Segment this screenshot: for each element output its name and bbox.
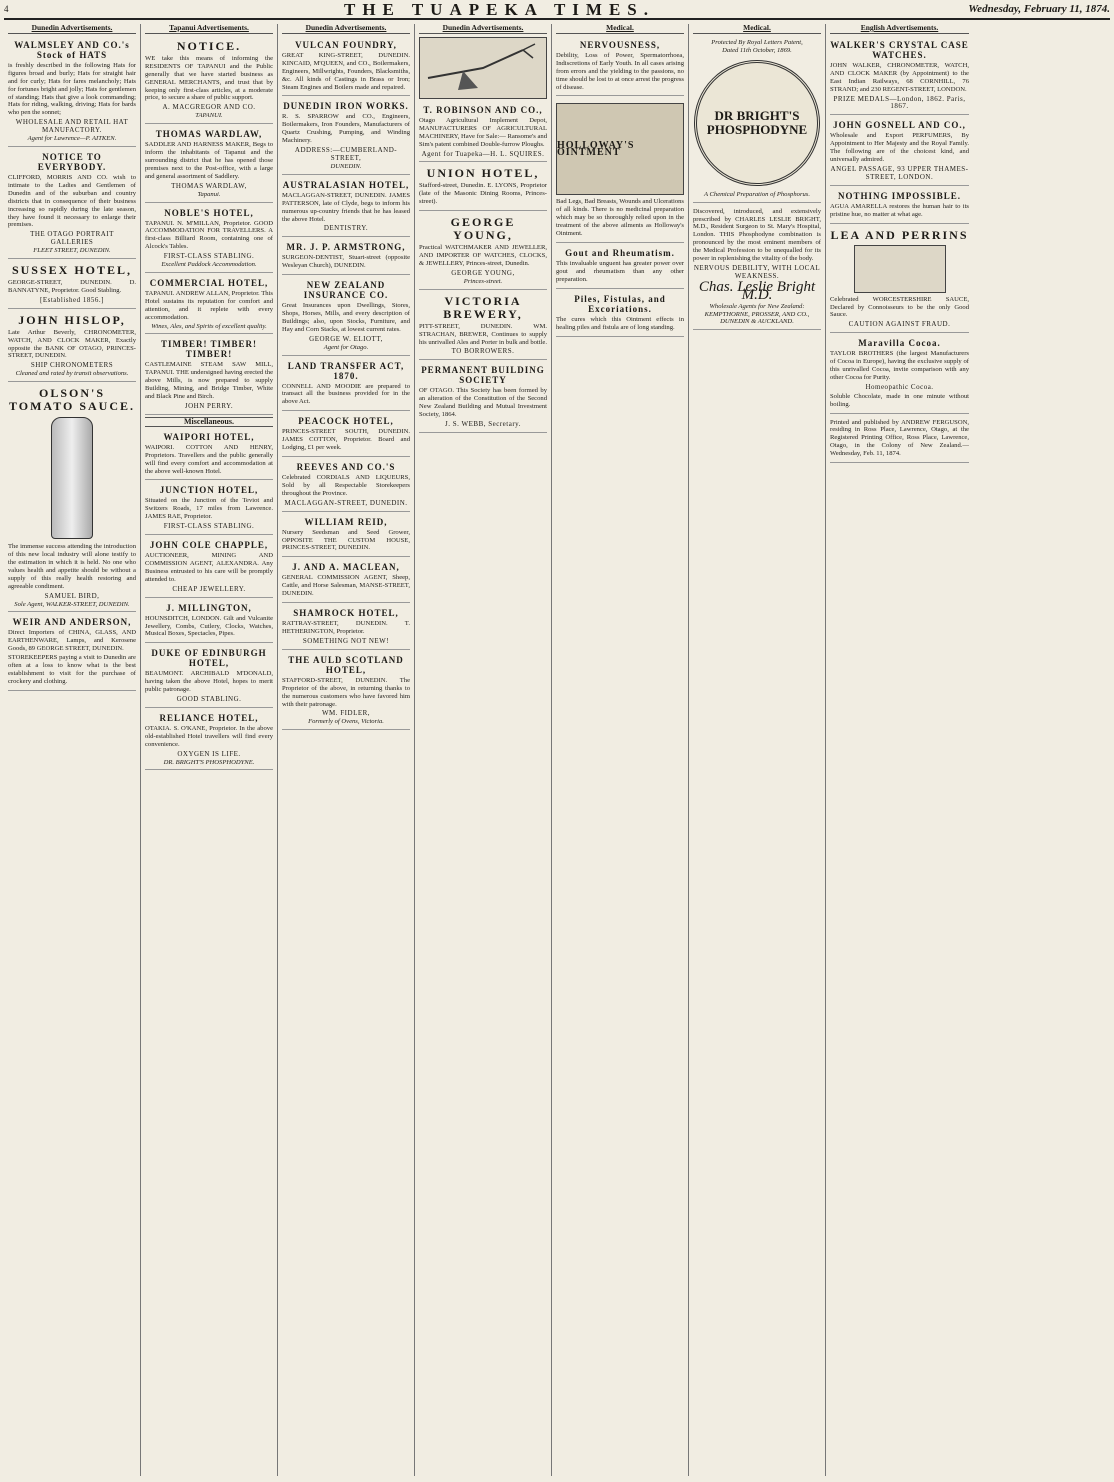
ad-olson-tomato-sauce <box>8 384 136 612</box>
ad-thomas-wardlaw <box>145 126 273 202</box>
ad-extra: Formerly of Ovens, Victoria. <box>308 718 384 726</box>
ad-title: LEA AND PERRINS <box>830 227 969 242</box>
column-dunedin-1 <box>4 24 141 1476</box>
ad-reeves-cordials <box>282 459 410 512</box>
ad-body: JOHN WALKER, CHRONOMETER, WATCH, AND CLOCK MAKER (by Appointment) to the East Indian Railways, 68 CORNHILL, 76 STRAND; and 230 REGENT-STREET, LONDON. <box>830 61 969 93</box>
ad-body: Dated 11th October, 1869. <box>722 46 792 54</box>
ad-title: WILLIAM REID, <box>304 516 388 527</box>
ad-notice-everybody <box>8 149 136 259</box>
ad-walker-watches <box>830 37 969 115</box>
ad-title: GEORGE YOUNG, <box>450 215 516 243</box>
ad-title: NEW ZEALAND INSURANCE CO. <box>303 280 389 301</box>
column-heading: Dunedin Advertisements. <box>282 24 410 34</box>
ad-body: STAFFORD-STREET, DUNEDIN. The Proprietor of the above, in returning thanks to the numerous customers who have favored him with their patronage. <box>282 676 410 708</box>
ad-piles-fistulas <box>556 291 684 337</box>
ad-john-cole-chapple <box>145 537 273 598</box>
ad-extra: Soluble Chocolate, made in one minute without boiling. <box>830 392 969 408</box>
ad-nothing-impossible <box>830 188 969 224</box>
ad-notice-macgregor <box>145 37 273 124</box>
ad-body: Nursery Seedsman and Seed Grower, OPPOSITE THE CUSTOM HOUSE, PRINCES-STREET, DUNEDIN. <box>282 528 410 552</box>
ad-extra: Cleaned and rated by transit observations. <box>15 370 129 378</box>
ad-title: WALMSLEY AND CO.'s Stock of HATS <box>14 39 130 60</box>
issue-date: Wednesday, February 11, 1874. <box>968 3 1110 15</box>
ad-dunedin-iron-works <box>282 98 410 174</box>
ad-title: PEACOCK HOTEL, <box>298 416 394 427</box>
ad-title: REEVES AND CO.'S <box>296 462 396 472</box>
ad-body: Situated on the Junction of the Teviot and Switzers Roads, 17 miles from Lawrence. JAMES RAE, Proprietor. <box>145 497 273 521</box>
ad-body: This invaluable unguent has greater power over gout and rheumatism than any other preparation. <box>556 259 684 283</box>
ad-signature: GOOD STABLING. <box>176 695 242 704</box>
ad-title: PERMANENT BUILDING SOCIETY <box>421 365 545 386</box>
ad-george-young <box>419 213 547 290</box>
ad-title: SHAMROCK HOTEL, <box>293 608 399 619</box>
section-heading-miscellaneous: Miscellaneous. <box>145 417 273 427</box>
ad-title: WAIPORI HOTEL, <box>163 431 255 442</box>
ad-land-transfer <box>282 358 410 412</box>
ad-gout-rheumatism <box>556 245 684 289</box>
ad-building-society <box>419 362 547 433</box>
ad-body: SADDLER AND HARNESS MAKER, Begs to inform the inhabitants of Tapanui and the surrounding district that he has opened those premises next to the Post-office, with a large and general assortment of Saddlery. <box>145 141 273 180</box>
ad-signature: J. S. WEBB, Secretary. <box>445 419 521 428</box>
ad-australasian-hotel <box>282 177 410 238</box>
column-medical-2 <box>689 24 826 1476</box>
ad-extra: A Chemical Preparation of Phosphorus. <box>703 190 811 198</box>
ad-duke-edinburgh-hotel <box>145 645 273 708</box>
column-heading: Medical. <box>556 24 684 34</box>
ad-title: JOHN HISLOP, <box>18 312 126 327</box>
column-english <box>826 24 973 1476</box>
ad-extra: Princes-street. <box>463 277 503 285</box>
ad-title: THE AULD SCOTLAND HOTEL, <box>288 654 404 675</box>
page-columns <box>4 24 1110 1476</box>
ad-body: SURGEON-DENTIST, Stuart-street (opposite Wesleyan Church), DUNEDIN. <box>282 254 410 270</box>
ad-body: Otago Agricultural Implement Depot, MANUFACTURERS OF AGRICULTURAL MACHINERY, Have for Sale:— Ransome's and Sim's patent combined Double-furrow Ploughs. <box>419 116 547 148</box>
ad-body: WAIPORI. COTTON AND HENRY, Proprietors. Travellers and the public generally will find every comfort and accommodation at the above well-known Hotel. <box>145 443 273 475</box>
ad-signature: GEORGE YOUNG, <box>451 268 515 277</box>
ad-weir-anderson <box>8 614 136 690</box>
ad-signature: SOMETHING NOT NEW! <box>302 636 390 645</box>
ad-title: VULCAN FOUNDRY, <box>295 39 397 50</box>
ad-body: GEORGE-STREET, DUNEDIN. D. BANNATYNE, Proprietor. Good Stabling. <box>8 279 136 294</box>
sauce-label-illustration <box>854 245 946 293</box>
ad-body: Celebrated WORCESTERSHIRE SAUCE, Declared by Connoisseurs to be the only Good Sauce. <box>830 295 969 319</box>
ad-body: Celebrated CORDIALS AND LIQUEURS, Sold by all Respectable Storekeepers throughout the Province. <box>282 474 410 497</box>
ad-timber <box>145 336 273 414</box>
ad-signature: Homeopathic Cocoa. <box>865 382 934 391</box>
ad-body: Debility, Loss of Power, Spermatorrhoea, Indiscretions of Early Youth. In all cases arising from errors and the yielding to the passions, no time should be lost to at once arrest the progress of disease. <box>556 51 684 91</box>
newspaper-title: THE TUAPEKA TIMES. <box>344 0 656 19</box>
column-heading: English Advertisements. <box>830 24 969 34</box>
ad-title: NOTICE. <box>176 38 242 53</box>
ad-signature: JOHN PERRY. <box>184 402 234 410</box>
ad-extra: DUNEDIN. <box>330 162 362 170</box>
ad-body: R. S. SPARROW and CO., Engineers, Boilermakers, Iron Founders, Manufacturers of Quartz Crushing, Pumping, and Winding Machinery. <box>282 113 410 145</box>
ad-body: Great Insurances upon Dwellings, Stores, Shops, Horses, Mills, and every description of Buildings; also, upon Stocks, Furniture, and Hay and Corn Stacks, at lowest current rates. <box>282 302 410 333</box>
column-dunedin-3 <box>415 24 552 1476</box>
ad-extra: Agent for Lawrence—P. AITKEN. <box>27 135 117 143</box>
sauce-bottle-illustration <box>51 417 93 539</box>
ad-extra: TAPANUI. <box>195 112 223 120</box>
ad-extra: STOREKEEPERS paying a visit to Dunedin are often at a loss to know what is the best establishment to visit for the purchase of crockery and clothing. <box>8 654 136 685</box>
ad-signature: SAMUEL BIRD, <box>44 591 100 600</box>
ad-title: Maravilla Cocoa. <box>858 338 941 349</box>
ad-auld-scotland-hotel <box>282 652 410 730</box>
handwritten-signature: Chas. Leslie Bright M.D. <box>698 278 816 303</box>
printer-imprint: Printed and published by ANDREW FERGUSON, residing in Ross Place, Lawrence, Otago, at the Registered Printing Office, Ross Place, Lawrence, Otago, in the Colony of New Zealand.—Wednesday, Feb. 11, 1874. <box>830 418 969 458</box>
ad-waipori-hotel <box>145 429 273 481</box>
ad-signature: A. MACGREGOR AND CO. <box>162 103 256 112</box>
ad-title: NERVOUSNESS, <box>579 39 661 50</box>
ad-title: Piles, Fistulas, and Excoriations. <box>574 293 666 314</box>
ad-junction-hotel <box>145 482 273 535</box>
ad-nz-insurance <box>282 277 410 355</box>
ad-signature: WHOLESALE AND RETAIL HAT MANUFACTORY. <box>15 118 129 135</box>
ad-body: HOUNSDITCH, LONDON. Gilt and Vulcanite Jewellery, Combs, Cutlery, Clocks, Watches, Musical Boxes, Spectacles, Pipes. <box>145 614 273 638</box>
ad-title: J. MILLINGTON, <box>166 602 252 613</box>
ad-sussex-hotel <box>8 261 136 309</box>
ad-body: Stafford-street, Dunedin. E. LYONS, Proprietor (late of the Masonic Dining Rooms, Princes-street). <box>419 182 547 206</box>
ad-holloway-ointment <box>556 98 684 243</box>
ad-phosphodyne-details <box>693 205 821 331</box>
ad-title: J. AND A. MACLEAN, <box>292 562 400 573</box>
ad-body: OTAKIA. S. O'KANE, Proprietor. In the above old-established Hotel travellers will find every convenience. <box>145 724 273 748</box>
ad-title: Gout and Rheumatism. <box>565 247 675 258</box>
ad-body: AUCTIONEER, MINING AND COMMISSION AGENT, ALEXANDRA. Any Business entrusted to his care will be promptly attended to. <box>145 552 273 583</box>
ad-signature: MACLAGGAN-STREET, DUNEDIN. <box>284 498 408 507</box>
ad-extra: Sole Agent, WALKER-STREET, DUNEDIN. <box>14 600 130 608</box>
ad-extra: Tapanui. <box>197 190 221 198</box>
ad-title: AUSTRALASIAN HOTEL, <box>282 179 410 190</box>
ad-title: VICTORIA BREWERY, <box>443 293 523 321</box>
ad-title: NOBLE'S HOTEL, <box>164 207 254 218</box>
ad-walmsley-hats <box>8 37 136 147</box>
ad-signature: CHEAP JEWELLERY. <box>172 584 246 593</box>
ad-body: TAYLOR BROTHERS (the largest Manufacturers of Cocoa in Europe), having the exclusive supply of this unrivalled Cocoa, invite comparison with any other Cocoa for Purity. <box>830 350 969 381</box>
ad-reliance-hotel <box>145 710 273 771</box>
ad-millington <box>145 600 273 644</box>
ad-title: OLSON'S TOMATO SAUCE. <box>8 386 136 414</box>
ad-signature: NERVOUS DEBILITY, WITH LOCAL WEAKNESS. <box>693 263 821 280</box>
ad-commercial-hotel <box>145 275 273 335</box>
ad-body: RATTRAY-STREET, DUNEDIN. T. HETHERINGTON, Proprietor. <box>282 620 410 635</box>
ad-william-reid <box>282 514 410 558</box>
ad-armstrong-dentist <box>282 239 410 275</box>
ad-title: NOTHING IMPOSSIBLE. <box>837 190 962 201</box>
ad-signature: CAUTION AGAINST FRAUD. <box>848 320 951 329</box>
ad-title: TIMBER! TIMBER! TIMBER! <box>160 339 258 360</box>
ad-victoria-brewery <box>419 292 547 361</box>
phosphodyne-seal-emblem: DR BRIGHT'S PHOSPHODYNE <box>694 60 820 186</box>
column-heading: Tapanui Advertisements. <box>145 24 273 34</box>
ad-title: JOHN GOSNELL AND CO., <box>833 120 966 131</box>
ad-signature: SHIP CHRONOMETERS <box>30 361 114 370</box>
masthead <box>4 2 1110 20</box>
ad-body: The cures which this Ointment effects in healing piles and fistula are of long standing. <box>556 315 684 331</box>
ad-signature: DENTISTRY. <box>323 224 369 233</box>
ad-title: LAND TRANSFER ACT, 1870. <box>287 360 405 381</box>
ad-body: OF OTAGO. This Society has been formed by an alteration of the Constitution of the Second New Zealand Building and Mutual Investment Society, 1864. <box>419 387 547 419</box>
ad-title: DUKE OF EDINBURGH HOTEL, <box>151 648 267 669</box>
ad-signature: GEORGE W. ELIOTT, <box>309 334 383 343</box>
ad-body: Direct Importers of CHINA, GLASS, AND EARTHENWARE, Lamps, and Kerosene Goods, 89 GEORGE STREET, DUNEDIN. <box>8 629 136 653</box>
ad-title: NOTICE TO EVERYBODY. <box>37 151 107 172</box>
ad-body: BEAUMONT. ARCHIBALD M'DONALD, having taken the above Hotel, hopes to merit public patronage. <box>145 670 273 694</box>
ad-title: THOMAS WARDLAW, <box>155 129 263 140</box>
ointment-jar-illustration: HOLLOWAY'S OINTMENT <box>556 103 684 195</box>
ad-extra: Agent for Otago. <box>323 343 369 351</box>
ad-body: Discovered, introduced, and extensively prescribed by CHARLES LESLIE BRIGHT, M.D., Resident Surgeon to St. Mary's Hospital, London. THIS Phosphodyne combination is pronounced by the most eminent members of the Medical Profession to be unequalled for its power in replenishing the vitality of the body. <box>693 207 821 263</box>
ad-extra: FLEET STREET, DUNEDIN. <box>33 247 111 255</box>
ad-body: CONNELL AND MOODIE are prepared to transact all the business provided for in the above Act. <box>282 382 410 406</box>
ad-title: UNION HOTEL, <box>426 166 540 181</box>
ad-signature: FIRST-CLASS STABLING. <box>163 522 255 531</box>
ad-signature: ADDRESS:—CUMBERLAND-STREET, <box>294 146 398 162</box>
ad-lea-perrins <box>830 226 969 334</box>
ad-signature: FIRST-CLASS STABLING. <box>163 252 255 261</box>
ad-signature: OXYGEN IS LIFE. <box>177 749 241 758</box>
ad-signature: ANGEL PASSAGE, 93 UPPER THAMES-STREET, LONDON. <box>830 164 969 181</box>
ad-maravilla-cocoa <box>830 335 969 413</box>
ad-shamrock-hotel <box>282 605 410 650</box>
column-tapanui <box>141 24 278 1476</box>
imprint <box>830 416 969 464</box>
ad-signature: THOMAS WARDLAW, <box>171 181 247 190</box>
ad-body: AGUA AMARELLA restores the human hair to its pristine hue, no matter at what age. <box>830 202 969 218</box>
ad-body: PITT-STREET, DUNEDIN. WM. STRACHAN, BREWER, Continues to supply his unrivalled Ales and Porter in bulk and bottle. <box>419 322 548 346</box>
ad-title: SUSSEX HOTEL, <box>11 263 133 278</box>
ad-body: WE take this means of informing the RESIDENTS OF TAPANUI and the Public generally that we have started business as GENERAL MERCHANTS, and trust that by keeping only first-class articles, at a moderate price, to secure a share of public support. <box>145 54 273 102</box>
page-number: 4 <box>4 4 9 14</box>
ad-title: RELIANCE HOTEL, <box>159 712 259 723</box>
ad-body: CLIFFORD, MORRIS AND CO. wish to intimate to the Ladies and Gentlemen of Dunedin and of the suburban and country districts that in consequence of their business increasing so rapidly during the late season, they have found it necessary to enlarge their premises. <box>8 173 136 229</box>
ad-john-hislop <box>8 311 136 382</box>
column-heading: Medical. <box>693 24 821 34</box>
ad-vulcan-foundry <box>282 37 410 97</box>
ad-body: Late Arthur Beverly, CHRONOMETER, WATCH, AND CLOCK MAKER, Exactly opposite the BANK OF OTAGO, PRINCES-STREET, DUNEDIN. <box>8 328 136 360</box>
ad-title: WALKER'S CRYSTAL CASE WATCHES. <box>830 39 969 60</box>
ad-title: MR. J. P. ARMSTRONG, <box>286 242 406 253</box>
ad-extra: Excellent Paddock Accommodation. <box>161 261 257 269</box>
ad-title: DUNEDIN IRON WORKS. <box>283 101 409 112</box>
ad-body: Wholesale and Export PERFUMERS, By Appointment to Her Majesty and the Royal Family. The following are of the choicest kind, and universally admired. <box>830 132 969 164</box>
ad-body: Bad Legs, Bad Breasts, Wounds and Ulcerations of all kinds. There is no medicinal preparation which may be so thoroughly relied upon in the treatment of the above ailments as Holloway's Ointment. <box>556 198 684 238</box>
plough-illustration <box>419 37 547 99</box>
ad-peacock-hotel <box>282 413 410 457</box>
ad-gosnell-perfumers <box>830 117 969 185</box>
ad-body: GREAT KING-STREET, DUNEDIN. KINCAID, M'QUEEN, and CO., Boilermakers, Engineers, Millwrights, Founders, Blacksmiths, &c. All kinds of Castings in Brass or Iron; Steam Engines and Boilers made and repaired. <box>282 51 410 91</box>
ad-signature: Agent for Tuapeka—H. L. SQUIRES. <box>421 149 545 158</box>
ad-signature: THE OTAGO PORTRAIT GALLERIES <box>30 230 114 247</box>
ad-signature: [Established 1856.] <box>40 295 104 304</box>
ad-title: JOHN COLE CHAPPLE, <box>149 540 269 551</box>
ad-extra: Wines, Ales, and Spirits of excellent quality. <box>151 322 267 330</box>
ad-title: COMMERCIAL HOTEL, <box>149 277 269 288</box>
ad-title: JUNCTION HOTEL, <box>159 485 259 496</box>
ad-nervousness <box>556 37 684 97</box>
ad-body: PRINCES-STREET SOUTH, DUNEDIN. JAMES COTTON, Proprietor. Board and Lodging, £1 per week. <box>282 428 410 452</box>
ad-signature: PRIZE MEDALS—London, 1862. Paris, 1867. <box>833 94 966 111</box>
ad-body: TAPANUI. N. M'MILLAN, Proprietor. GOOD ACCOMMODATION FOR TRAVELLERS. A first-class Billiard Room, containing one of Alcock's Tables. <box>145 219 273 251</box>
ad-body: is freshly described in the following Hats for figures broad and burly; Hats for straight hair and for curly; Hats for fares melancholy; Hats for fortunes bright and jolly; Hats for gentlemen of standing; Hats that give a look commanding; Hats for riding, walking, driving; Hats for bards who pen the sonnet; <box>8 61 136 117</box>
ad-nobles-hotel <box>145 205 273 273</box>
ad-body: GENERAL COMMISSION AGENT, Sheep, Cattle, and Horse Salesman, MANSE-STREET, DUNEDIN. <box>282 574 410 598</box>
ad-signature: TO BORROWERS. <box>451 347 515 356</box>
ad-robinson-implements <box>419 102 547 163</box>
ad-union-hotel <box>419 164 547 211</box>
ad-body: The immense success attending the introduction of this new local industry will alone testify to the estimation in which it is held. No one who values health and appetite should be without a supply of this really health restoring and agreeable condiment. <box>8 543 136 590</box>
ad-title: WEIR AND ANDERSON, <box>12 617 132 628</box>
column-heading: Dunedin Advertisements. <box>419 24 547 34</box>
ad-extra: Wholesale Agents for New Zealand: KEMPTHORNE, PROSSER, AND CO., DUNEDIN & AUCKLAND. <box>704 302 810 326</box>
ad-title: Protected By Royal Letters Patent, <box>711 38 803 46</box>
column-heading: Dunedin Advertisements. <box>8 24 136 34</box>
ad-extra: DR. BRIGHT'S PHOSPHODYNE. <box>163 758 255 766</box>
ad-signature: WM. FIDLER, <box>321 709 371 718</box>
ad-body: CASTLEMAINE STEAM SAW MILL, TAPANUI. THE undersigned having erected the above Mills, is now prepared to supply Building, Mining, and Bridge Timber, White and Black Pine and Birch. <box>145 361 273 401</box>
ad-body: TAPANUI. ANDREW ALLAN, Proprietor. This Hotel sustains its reputation for comfort and attention, and it replete with every accommodation. <box>145 289 273 321</box>
column-medical-1 <box>552 24 689 1476</box>
ad-title: T. ROBINSON AND CO., <box>423 104 543 115</box>
column-dunedin-2 <box>278 24 415 1476</box>
ad-bright-phosphodyne <box>693 37 821 203</box>
ad-maclean <box>282 559 410 603</box>
ad-body: MACLAGGAN-STREET, DUNEDIN. JAMES PATTERSON, late of Clyde, begs to inform his numerous up-country friends that he has leased the above Hotel. <box>282 191 410 223</box>
ad-body: Practical WATCHMAKER AND JEWELLER, AND IMPORTER OF WATCHES, CLOCKS, & JEWELLERY, Princes-street, Dunedin. <box>419 244 547 267</box>
